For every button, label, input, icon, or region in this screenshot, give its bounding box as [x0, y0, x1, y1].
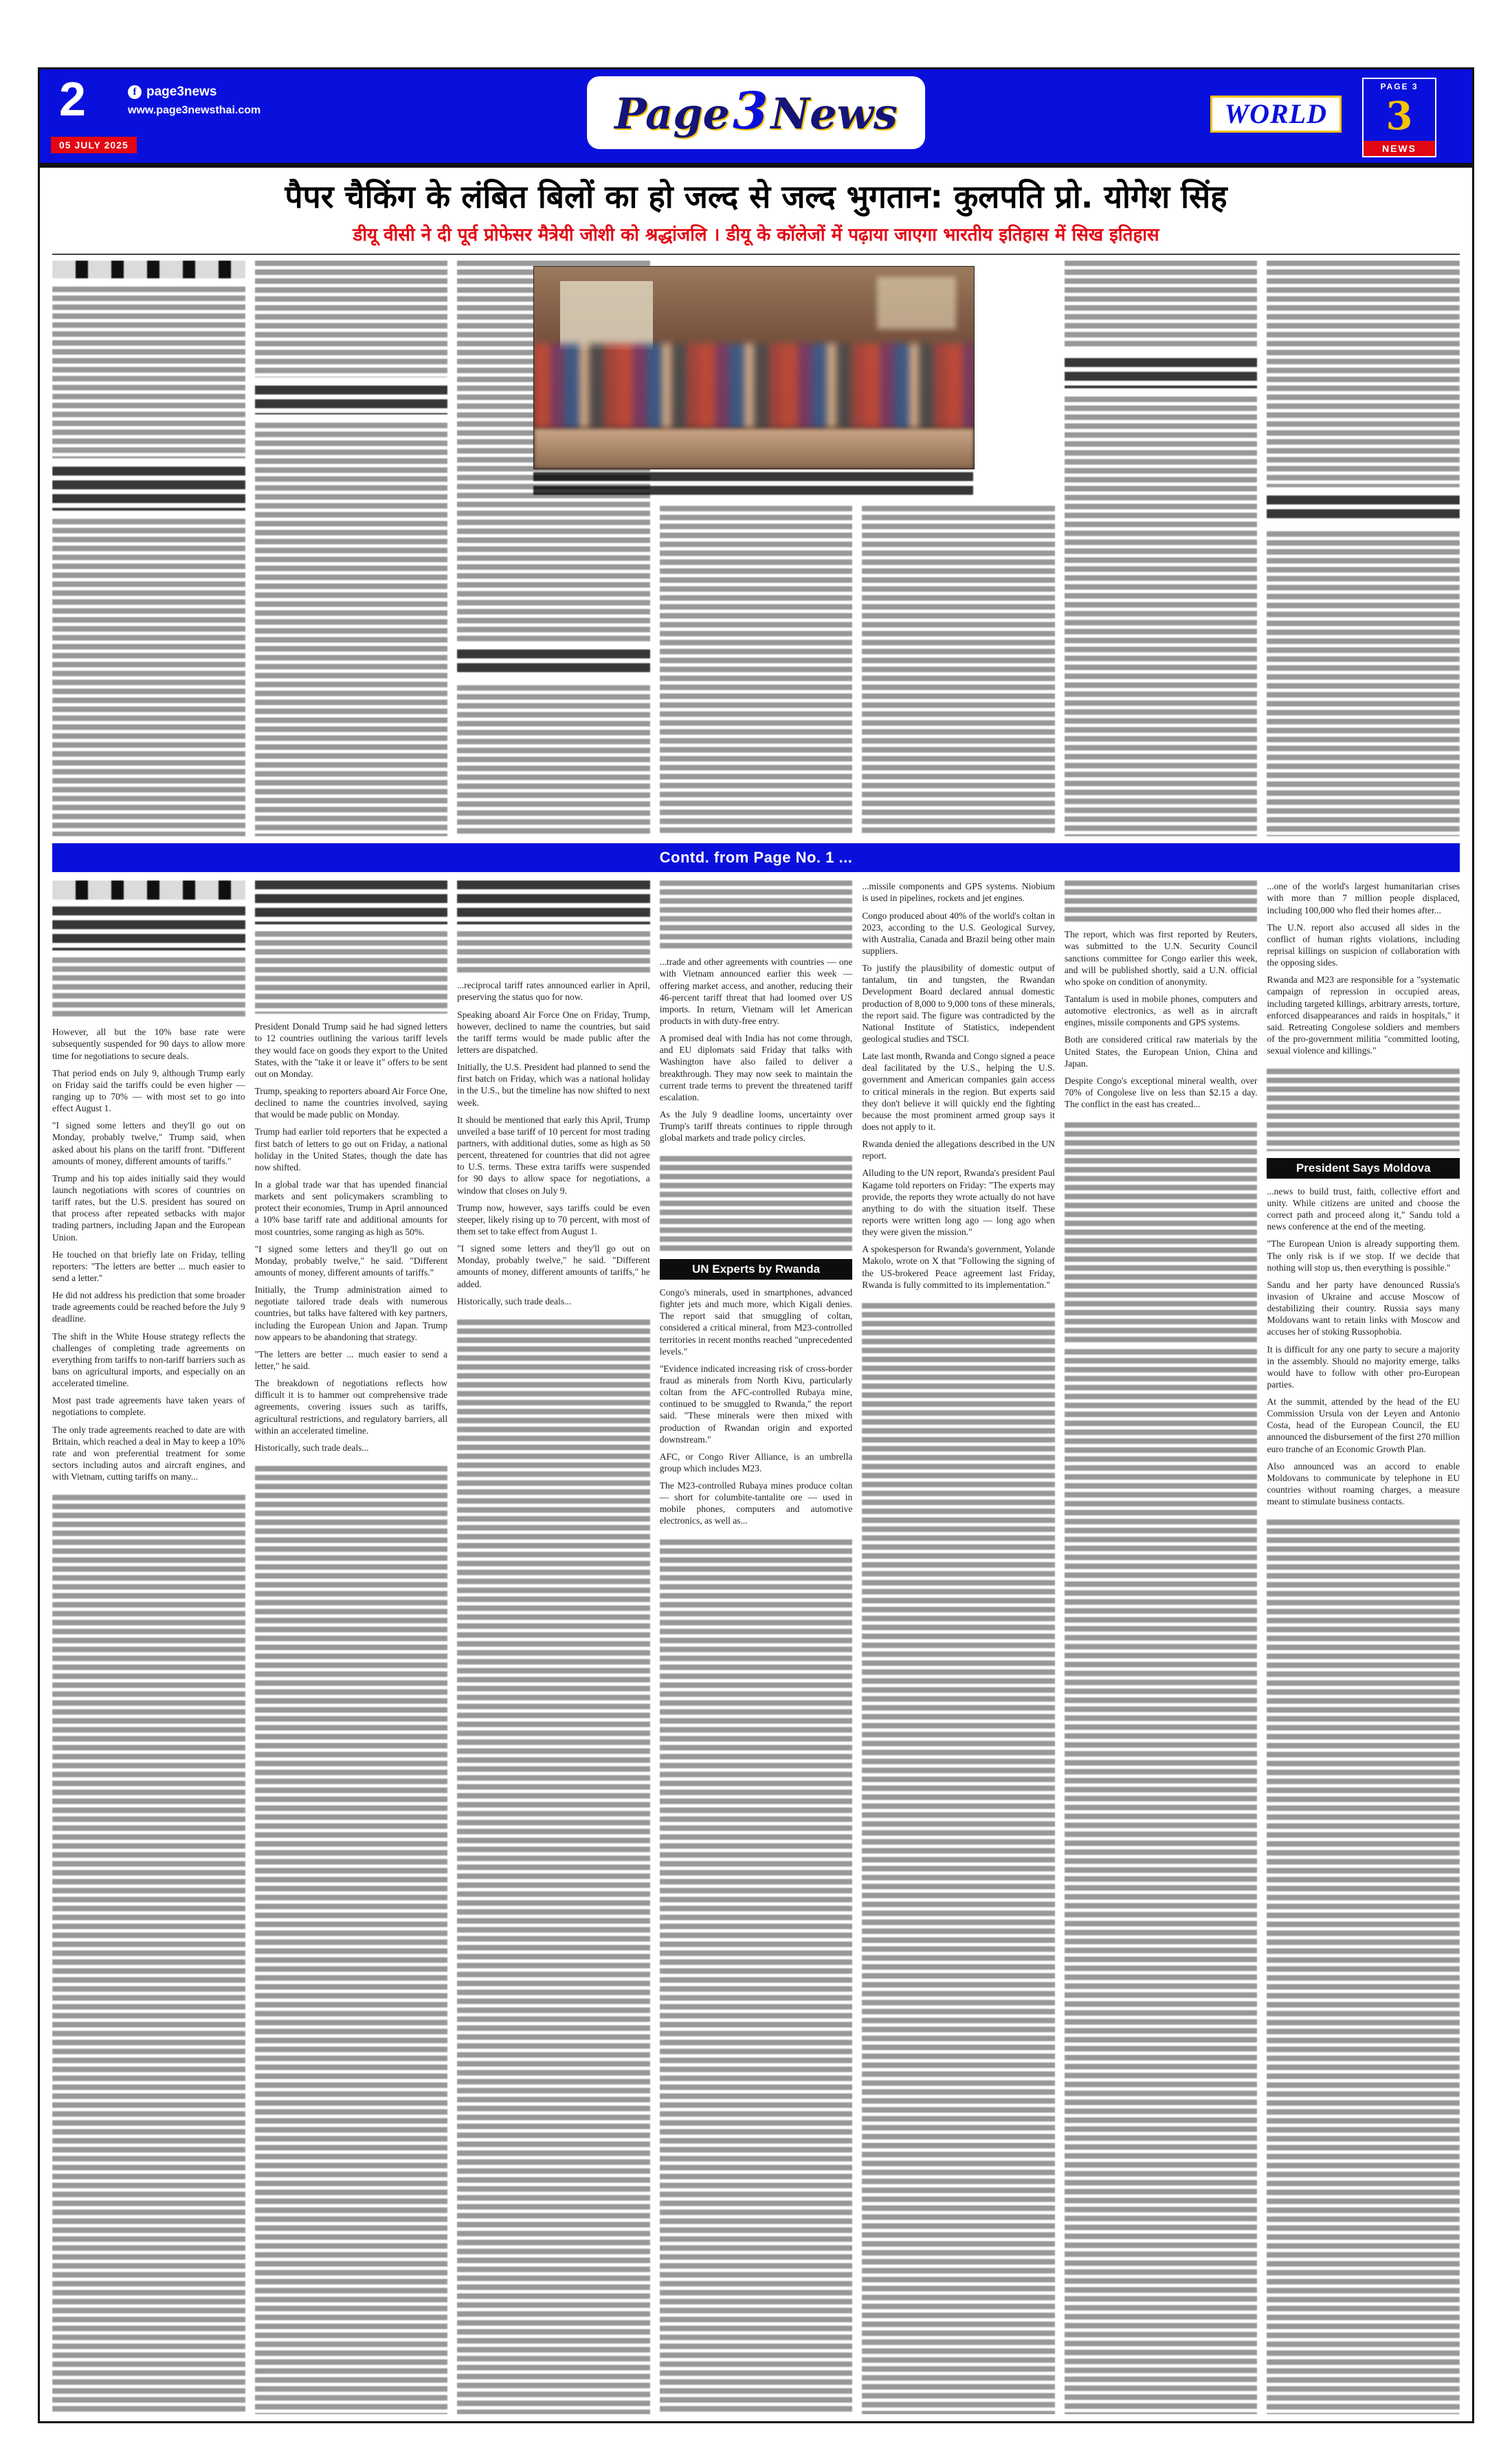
blurred-text-block [1267, 1520, 1460, 2414]
paragraph: ...one of the world's largest humanitarian crises with more than 7 million people displaced, including 100,000 who fled their homes after... [1267, 881, 1460, 915]
blurred-text-block [1267, 1069, 1460, 1151]
blurred-text-block [255, 1466, 448, 2414]
paragraph: The only trade agreements reached to date are with Britain, which reached a deal in May to keep a 10% rate and won preferential treatment for some sectors including autos and aircraft engines, and with Vietnam, cutting tariffs on many... [52, 1424, 245, 1482]
paragraph: "I signed some letters and they'll go out on Monday, probably twelve," Trump said, when asked about his plans on the tariff front. "Different amounts of money, different amounts of tariffs." [52, 1120, 245, 1166]
rwanda-section-header: UN Experts by Rwanda [660, 1259, 853, 1280]
paragraph: ...missile components and GPS systems. Niobium is used in pipelines, rockets and jet engines. [862, 881, 1055, 904]
page-number: 2 [59, 72, 86, 126]
photo-seated-audience [534, 344, 974, 428]
paragraph: He touched on that briefly late on Friday, telling reporters: "The letters are better ... much easier to send a letter." [52, 1249, 245, 1283]
blurred-text-block [1065, 1349, 1258, 2414]
paragraph: Initially, the Trump administration aimed to negotiate tailored trade deals with numerous countries, but talks have faltered with key partners, including the European Union and Japan. Trump now appears to be abandoning that strategy. [254, 1284, 448, 1342]
article-paragraphs [52, 1026, 245, 1488]
paragraph: Speaking aboard Air Force One on Friday, Trump, however, declined to name the countries, but said the tariff terms would be made public after the letters are dispatched. [457, 1009, 650, 1055]
paragraph: The breakdown of negotiations reflects how difficult it is to hammer out comprehensive trade agreements, covering issues such as tariffs, agricultural restrictions, and regulatory barriers, all within an accelerated timeline. [254, 1378, 448, 1436]
english-column [52, 880, 245, 2414]
news-photo [533, 266, 975, 469]
paragraph: A promised deal with India has not come through, and EU diplomats said Friday that talks with Washington have also failed to deliver a breakthrough. They may now seek to maintain the current trade terms to prevent the threatened tariff escalation. [659, 1033, 853, 1102]
sub-headline: डीयू वीसी ने दी पूर्व प्रोफेसर मैत्रेयी जोशी को श्रद्धांजलि । डीयू के कॉलेजों में पढ़ाया जाएगा भारतीय इतिहास में सिख इतिहास [353, 224, 1159, 245]
paragraph: Rwanda denied the allegations described in the UN report. [862, 1139, 1055, 1161]
blurred-text-block [52, 287, 245, 458]
paragraph: At the summit, attended by the head of the EU Commission Ursula von der Leyen and Antonio Costa, head of the European Council, the EU announced the disbursement of the first 270 million euro tranche of an Economic Growth Plan. [1267, 1397, 1460, 1454]
kicker-box [52, 880, 245, 900]
article-paragraphs [660, 1287, 853, 1533]
blurred-headline-block [255, 880, 448, 924]
paragraph: It is difficult for any one party to secure a majority in the assembly. Should no majority emerge, talks would have to follow with other pro-European parties. [1267, 1344, 1460, 1390]
paragraph: "The letters are better ... much easier to send a letter," he said. [254, 1348, 448, 1371]
blurred-text-block [660, 1539, 853, 2414]
hindi-column [52, 260, 245, 836]
paragraph: "The European Union is already supporting them. The only risk is if we stop. If we decide that nothing will stop us, then everything is possible." [1267, 1238, 1460, 1273]
english-article-section [52, 880, 1460, 2414]
hindi-article-section [52, 260, 1460, 836]
blurred-text-block [52, 1495, 245, 2414]
blurred-subhead-block [457, 649, 650, 677]
social-handle-label: page3news [146, 85, 217, 99]
english-column [255, 880, 448, 2414]
main-headline: पैपर चैकिंग के लंबित बिलों का हो जल्द से जल्द भुगतान: कुलपति प्रो. योगेश सिंह [285, 178, 1227, 215]
page-frame [38, 67, 1474, 2423]
paragraph: To justify the plausibility of domestic output of tantalum, tin and tungsten, the Rwandan Development Board declared annual domestic production of 8,000 to 9,000 tons of these minerals, the report said. The figure was contradicted by the National Institute of Statistics, independent geological studies and TSCI. [862, 963, 1055, 1044]
paragraph: ...trade and other agreements with countries — one with Vietnam announced earlier this week — offering market access, and another, reducing their 46-percent tariff threat that had loomed over US imports. In return, Vietnam will let American products in with duty-free entry. [659, 957, 853, 1026]
paragraph: As the July 9 deadline looms, uncertainty over Trump's tariff threats continues to ripple through global markets and trade policy circles. [659, 1109, 853, 1144]
masthead-title-part2: 3 [733, 82, 768, 141]
english-column [862, 880, 1055, 2414]
moldova-section-header: President Says Moldova [1267, 1158, 1460, 1179]
blurred-text-block [862, 506, 1055, 836]
paragraph: President Donald Trump said he had signed letters to 12 countries outlining the various tariff levels they would face on goods they export to the United States, with the "take it or leave it" offers to be sent out on Monday. [254, 1021, 448, 1079]
photo-projector-screen [560, 281, 652, 350]
headline-rule [52, 254, 1460, 255]
blurred-text-block [1267, 260, 1460, 487]
paragraph: "I signed some letters and they'll go out on Monday, probably twelve," he said. "Different amounts of money, different amounts of tariffs," he added. [457, 1243, 650, 1289]
paragraph: Congo's minerals, used in smartphones, advanced fighter jets and much more, which Kigali denies. The report said that smuggling of coltan, considered a critical mineral, from M23-controlled territories in recent months reached "unprecedented levels." [659, 1287, 853, 1357]
blurred-headline-block [457, 880, 650, 924]
paragraph: Sandu and her party have denounced Russia's invasion of Ukraine and accuse Moscow of destabilizing their country. Russia says many Moldovans want to retain links with Moscow and accuses her of stoking Russophobia. [1267, 1279, 1460, 1337]
article-paragraphs [862, 880, 1055, 1296]
hindi-column [1065, 260, 1258, 836]
article-paragraphs [255, 1021, 448, 1459]
blurred-subhead-block [1267, 496, 1460, 523]
paragraph: The report, which was first reported by Reuters, was submitted to the U.N. Security Council sanctions committee for Congo earlier this week, and will be published shortly, said a U.N. official who spoke on condition of anonymity. [1064, 929, 1258, 987]
paragraph: The M23-controlled Rubaya mines produce coltan — short for columbite-tantalite ore — used in mobile phones, computers and automotive electronics, as well as... [659, 1480, 853, 1526]
blurred-text-block [660, 506, 853, 836]
article-paragraphs [1267, 1186, 1460, 1513]
paragraph: Rwanda and M23 are responsible for a "systematic campaign of repression in occupied areas, including targeted killings, arbitrary arrests, torture, enforced disappearances and raids in hospitals," it said. Retreating Congolese soldiers and members of the pro-government militia "committed looting, sexual violence and killings." [1267, 975, 1460, 1056]
article-paragraphs [457, 979, 650, 1313]
logo-bottom-text: NEWS [1364, 141, 1435, 156]
photo-table [534, 429, 974, 469]
blurred-text-block [1267, 531, 1460, 836]
paragraph: Trump now, however, says tariffs could be even steeper, likely rising up to 70 percent, with most of them set to take effect from August 1. [457, 1202, 650, 1236]
page3news-logo [1362, 78, 1436, 157]
masthead-title [614, 82, 898, 141]
english-column [457, 880, 650, 2414]
paragraph: AFC, or Congo River Alliance, is an umbrella group which includes M23. [659, 1451, 853, 1473]
paragraph: "Evidence indicated increasing risk of cross-border fraud as minerals from North Kivu, particularly coltan from the AFC-controlled Rubaya mine, continued to be smuggled to Rwanda," the report said. "These minerals were then mixed with production of Rwandan origin and exported downstream." [659, 1363, 853, 1445]
paragraph: Late last month, Rwanda and Congo signed a peace deal facilitated by the U.S., helping the U.S. government and American companies gain access to critical minerals in the region. But experts said they don't believe it will quickly end the fighting because the most prominent armed group says it does not apply to it. [862, 1051, 1055, 1132]
continued-banner-text: Contd. from Page No. 1 ... [659, 849, 853, 867]
facebook-icon: f [128, 85, 142, 99]
section-label-box [1210, 96, 1342, 133]
paragraph: Also announced was an accord to enable Moldovans to communicate by telephone in EU countries without roaming charges, a measure meant to stimulate business contacts. [1267, 1460, 1460, 1507]
paragraph: In a global trade war that has upended financial markets and sent policymakers scrambling to protect their economies, Trump in April announced a 10% base tariff rate and additional amounts for most countries, some ranging as high as 50%. [254, 1179, 448, 1237]
date-box: 05 JULY 2025 [51, 137, 137, 153]
hindi-column [255, 260, 448, 836]
paragraph: ...reciprocal tariff rates announced earlier in April, preserving the status quo for now. [457, 980, 650, 1003]
masthead-title-part3: News [770, 89, 898, 139]
masthead [40, 69, 1472, 163]
paragraph: "I signed some letters and they'll go out on Monday, probably twelve," he said. "Different amounts of money, different amounts of tariffs." [254, 1243, 448, 1278]
blurred-text-block [457, 685, 650, 836]
logo-top-text: PAGE 3 [1380, 82, 1419, 91]
article-paragraphs [660, 956, 853, 1149]
blurred-subhead-block [255, 386, 448, 414]
blurred-text-block [660, 880, 853, 949]
blurred-text-block [1065, 1122, 1258, 1342]
photo-caption [533, 472, 973, 498]
paragraph: Trump and his top aides initially said they would launch negotiations with scores of countries on tariff rates, but the U.S. president has soured on that process after repeated setbacks with major trading partners, including Japan and the European Union. [52, 1172, 245, 1243]
paragraph: Tantalum is used in mobile phones, computers and automotive electronics, as well as in aircraft engines, missile components and GPS systems. [1064, 994, 1258, 1028]
masthead-title-panel [587, 76, 925, 149]
english-column [660, 880, 853, 2414]
paragraph: Trump had earlier told reporters that he expected a first batch of letters to go out on Friday, a national holiday in the United States, though the date has now shifted. [254, 1126, 448, 1172]
paragraph: A spokesperson for Rwanda's government, Yolande Makolo, wrote on X that "Following the signing of the US-brokered Peace agreement last Friday, Rwanda is fully committed to its implementation." [862, 1244, 1055, 1290]
article-paragraphs [1267, 880, 1460, 1062]
photo-window-light [877, 277, 956, 329]
hindi-column [1267, 260, 1460, 836]
website-url: www.page3newsthai.com [128, 104, 261, 116]
blurred-text-block [1065, 260, 1258, 350]
paragraph: However, all but the 10% base rate were subsequently suspended for 90 days to allow more time for negotiations to secure deals. [52, 1027, 245, 1061]
paragraph: ...news to build trust, faith, collective effort and unity. While citizens are united and choose the correct path and proceed along it," Sandu told a news conference at the end of the meeting. [1267, 1186, 1460, 1232]
blurred-text-block [255, 931, 448, 1014]
paragraph: Despite Congo's exceptional mineral wealth, over 70% of Congolese live on less than $2.15 a day. The conflict in the east has created... [1064, 1075, 1258, 1110]
blurred-subhead-block [52, 467, 245, 511]
logo-digit: 3 [1386, 93, 1413, 139]
paragraph: It should be mentioned that early this April, Trump unveiled a base tariff of 10 percent for most trading partners, with additional duties, some as high as 50 percent, threatened for countries that did not agree to U.S. terms. These extra tariffs were suspended for 90 days to allow space for negotiations, a window that closes on July 9. [457, 1114, 650, 1196]
masthead-rule [40, 163, 1472, 168]
kicker-box [52, 260, 245, 278]
paragraph: Alluding to the UN report, Rwanda's president Paul Kagame told reporters on Friday: "The experts may provide, the reports they wrote actually do not have anything to do with the situation itself. These reports were written long ago — long ago when they were given the mission." [862, 1168, 1055, 1238]
blurred-text-block [1065, 880, 1258, 922]
continued-banner [52, 843, 1460, 872]
blurred-text-block [457, 1320, 650, 2414]
paragraph: The shift in the White House strategy reflects the challenges of completing trade agreements on everything from tariffs to non-tariff barriers such as bans on agricultural imports, and especially on an accelerated timeline. [52, 1331, 245, 1389]
english-column [1065, 880, 1258, 2414]
blurred-text-block [52, 519, 245, 836]
paragraph: Historically, such trade deals... [254, 1442, 369, 1453]
paragraph: Trump, speaking to reporters aboard Air Force One, declined to name the countries involved, saying that would be made public on Monday. [254, 1086, 448, 1120]
paragraph: Initially, the U.S. President had planned to send the first batch on Friday, which was a national holiday in the U.S., but the timeline has now shifted to next week. [457, 1062, 650, 1108]
paragraph: Most past trade agreements have taken years of negotiations to complete. [52, 1395, 245, 1418]
blurred-headline-block [52, 906, 245, 950]
blurred-subhead-block [1065, 358, 1258, 388]
paragraph: Historically, such trade deals... [457, 1295, 572, 1306]
article-paragraphs [1065, 928, 1258, 1115]
social-handle [128, 85, 216, 100]
blurred-text-block [255, 423, 448, 836]
blurred-text-block [255, 260, 448, 377]
masthead-title-part1: Page [614, 89, 731, 139]
paragraph: He did not address his prediction that some broader trade agreements could be reached before the July 9 deadline. [52, 1290, 245, 1324]
paragraph: That period ends on July 9, although Trump early on Friday said the tariffs could be even higher — ranging up to 70% — with most set to go into effect August 1. [52, 1067, 245, 1114]
paragraph: The U.N. report also accused all sides in the conflict of human rights violations, including reprisal killings on suspicion of collaboration with the opposing sides. [1267, 922, 1460, 968]
blurred-text-block [862, 1303, 1055, 2414]
paragraph: Both are considered critical raw materials by the United States, the European Union, China and Japan. [1064, 1034, 1258, 1069]
blurred-text-block [660, 1156, 853, 1252]
english-column [1267, 880, 1460, 2414]
blurred-text-block [52, 957, 245, 1019]
blurred-text-block [1065, 397, 1258, 836]
section-label: WORLD [1224, 98, 1327, 129]
blurred-text-block [457, 931, 650, 972]
paragraph: Congo produced about 40% of the world's coltan in 2023, according to the U.S. Geological Survey, with Australia, Canada and Brazil being other main suppliers. [862, 910, 1055, 956]
